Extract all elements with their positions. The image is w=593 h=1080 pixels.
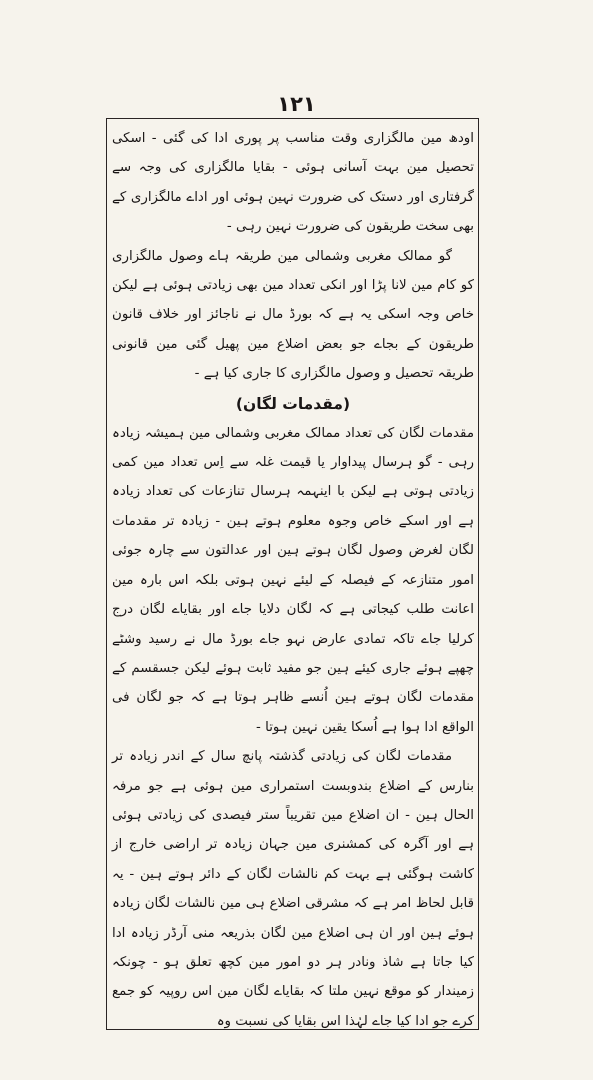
body-text xyxy=(112,124,474,1036)
paragraph-rent-suits: مقدمات لگان کی تعداد ممالک مغربی وشمالی مین ہمیشہ زیادہ رہی - گو ہرسال پیداوار یا قیمت غلہ سے اِس تعداد مین کمی زیادتی ہوتی ہے لیکن با اینہمہ ہرسال تنازعات کی تعداد زیادہ ہے اور اسکے خاص وجوہ معلوم ہوتے ہین - زیادہ تر مقدمات لگان لغرض وصول لگان ہوتے ہین اور عدالتون سے چارہ جوئی امور متنازعہ کے فیصلہ کے لیئے نہین ہوتی بلکہ اس بارہ مین اعانت طلب کیجاتی ہے کہ لگان دلایا جاے اور بقایاے لگان درج کرلیا جاے تاکہ تمادی عارض نہو جاے بورڈ مال نے رسید وشٹے چھپے ہوئے جاری کیئے ہین جو مفید ثابت ہوئے لیکن جسقسم کے مقدمات لگان ہوتے ہین اُنسے ظاہر ہوتا ہے کہ جو لگان فی الواقع ادا ہوا ہے اُسکا یقین نہین ہوتا - xyxy=(112,425,474,735)
page-number: ۱۲۱ xyxy=(277,92,316,116)
paragraph-rent-suits-increase: مقدمات لگان کی زیادتی گذشتہ پانچ سال کے اندر زیادہ تر بنارس کے اضلاع بندوبست استمراری مین ہوئی ہے جو مرفہ الحال ہین - ان اضلاع مین تقریباً ستر فیصدی کی زیادتی ہوئی ہے اور آگرہ کی کمشنری مین جہان زیادہ تر اراضی خارج از کاشت ہوگئی ہے بہت کم نالشات لگان کے دائر ہوتے ہین - یہ قابل لحاظ امر ہے کہ مشرقی اضلاع ہی مین نالشات لگان زیادہ ہوئے ہین اور ان ہی اضلاع مین لگان بذریعہ منی آرڈر زیادہ ادا کیا جاتا ہے شاذ ونادر ہر دو امور مین کچھ تعلق ہو - چونکہ زمیندار کو موقع نہین ملتا کہ بقایاے لگان مین اس روپیہ کو جمع کرے جو ادا کیا جاے لہٰذا اس بقایا کی نسبت وہ xyxy=(112,749,474,1029)
paragraph-revenue-collection: اودھ مین مالگزاری وقت مناسب پر پوری ادا کی گئی - اسکی تحصیل مین بہت آسانی ہوئی - بقایا مالگزاری کی وجہ سے گرفتاری اور دستک کی ضرورت نہین ہوئی اور اداے مالگزاری کے بھی سخت طریقون کی ضرورت نہین رہی - xyxy=(112,131,474,235)
paragraph-revenue-methods: گو ممالک مغربی وشمالی مین طریقہ ہاے وصول مالگزاری کو کام مین لانا پڑا اور انکی تعداد مین بھی زیادتی ہوئی ہے لیکن خاص وجہ اسکی یہ ہے کہ بورڈ مال نے ناجائز اور خلاف قانون طریقون کے بجاے جو بعض اضلاع مین پھیل گئی مین قانونی طریقہ تحصیل و وصول مالگزاری کا جاری کیا ہے - xyxy=(112,248,474,382)
section-heading-rent-suits: (مقدمات لگان) xyxy=(235,394,351,413)
